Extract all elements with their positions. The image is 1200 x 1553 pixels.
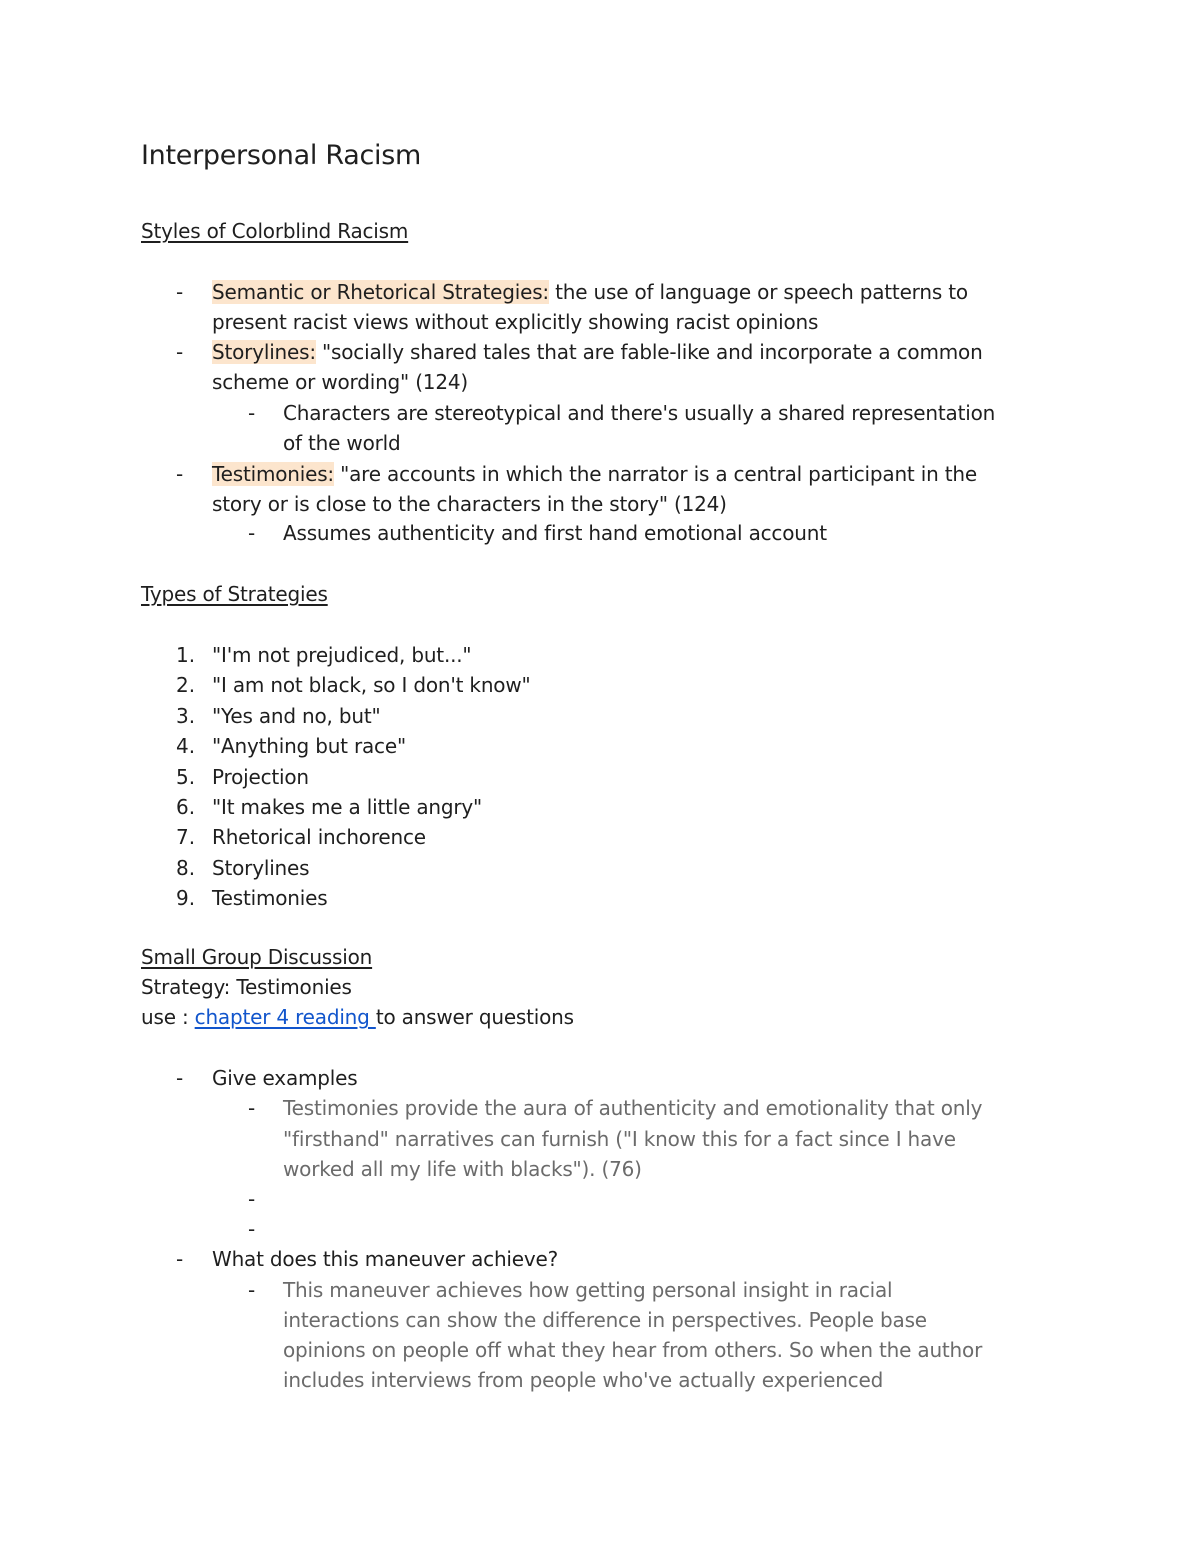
list-item xyxy=(212,459,977,489)
numbered-list-item: Storylines xyxy=(212,856,310,880)
answer-text: worked all my life with blacks"). (76) xyxy=(283,1157,642,1181)
numbered-list-item: Testimonies xyxy=(212,886,328,910)
list-number: 6. xyxy=(176,795,196,819)
item-text-continued: present racist views without explicitly showing racist opinions xyxy=(212,310,819,334)
list-number: 4. xyxy=(176,734,196,758)
list-number: 5. xyxy=(176,765,196,789)
sub-bullet-dash: - xyxy=(248,1096,256,1120)
item-text: the use of language or speech patterns to xyxy=(548,280,968,304)
numbered-list-item: "Yes and no, but" xyxy=(212,704,381,728)
list-number: 1. xyxy=(176,643,196,667)
sub-item-text: Characters are stereotypical and there's usually a shared representation xyxy=(283,401,996,425)
numbered-list-item: Rhetorical inchorence xyxy=(212,825,426,849)
highlighted-term: Semantic or Rhetorical Strategies: xyxy=(212,280,549,304)
section-heading-types: Types of Strategies xyxy=(141,582,328,606)
bullet-dash: - xyxy=(176,462,184,486)
sub-item-text: Assumes authenticity and first hand emotional account xyxy=(283,521,827,545)
answer-text: This maneuver achieves how getting personal insight in racial xyxy=(283,1278,893,1302)
answer-text: includes interviews from people who've actually experienced xyxy=(283,1368,884,1392)
sub-bullet-dash: - xyxy=(248,401,256,425)
question-give-examples: Give examples xyxy=(212,1066,358,1090)
item-text-continued: story or is close to the characters in the story" (124) xyxy=(212,492,727,516)
section-heading-styles: Styles of Colorblind Racism xyxy=(141,219,409,243)
use-line xyxy=(141,1002,574,1032)
item-text-continued: scheme or wording" (124) xyxy=(212,370,468,394)
numbered-list-item: "I'm not prejudiced, but..." xyxy=(212,643,472,667)
use-suffix: to answer questions xyxy=(375,1005,574,1029)
bullet-dash: - xyxy=(176,1066,184,1090)
use-prefix: use : xyxy=(141,1005,195,1029)
sub-bullet-dash: - xyxy=(248,521,256,545)
list-number: 9. xyxy=(176,886,196,910)
empty-sub-bullet-dash: - xyxy=(248,1187,256,1211)
bullet-dash: - xyxy=(176,280,184,304)
numbered-list-item: "It makes me a little angry" xyxy=(212,795,483,819)
list-number: 8. xyxy=(176,856,196,880)
sub-bullet-dash: - xyxy=(248,1278,256,1302)
sub-item-text-continued: of the world xyxy=(283,431,401,455)
strategy-line: Strategy: Testimonies xyxy=(141,975,352,999)
list-item xyxy=(212,277,968,307)
empty-sub-bullet-dash: - xyxy=(248,1217,256,1241)
answer-text: "firsthand" narratives can furnish ("I know this for a fact since I have xyxy=(283,1127,956,1151)
numbered-list-item: "I am not black, so I don't know" xyxy=(212,673,531,697)
answer-text: interactions can show the difference in perspectives. People base xyxy=(283,1308,927,1332)
item-text: "socially shared tales that are fable-like and incorporate a common xyxy=(315,340,983,364)
page-title: Interpersonal Racism xyxy=(141,140,421,171)
highlighted-term: Testimonies: xyxy=(212,462,334,486)
list-number: 3. xyxy=(176,704,196,728)
section-heading-discussion: Small Group Discussion xyxy=(141,945,373,969)
chapter-4-reading-link[interactable]: chapter 4 reading xyxy=(194,1005,376,1029)
item-text: "are accounts in which the narrator is a central participant in the xyxy=(333,462,977,486)
bullet-dash: - xyxy=(176,1247,184,1271)
bullet-dash: - xyxy=(176,340,184,364)
list-number: 7. xyxy=(176,825,196,849)
answer-text: opinions on people off what they hear from others. So when the author xyxy=(283,1338,983,1362)
numbered-list-item: Projection xyxy=(212,765,309,789)
highlighted-term: Storylines: xyxy=(212,340,316,364)
answer-text: Testimonies provide the aura of authenticity and emotionality that only xyxy=(283,1096,983,1120)
question-maneuver: What does this maneuver achieve? xyxy=(212,1247,559,1271)
list-item xyxy=(212,337,983,367)
numbered-list-item: "Anything but race" xyxy=(212,734,406,758)
list-number: 2. xyxy=(176,673,196,697)
